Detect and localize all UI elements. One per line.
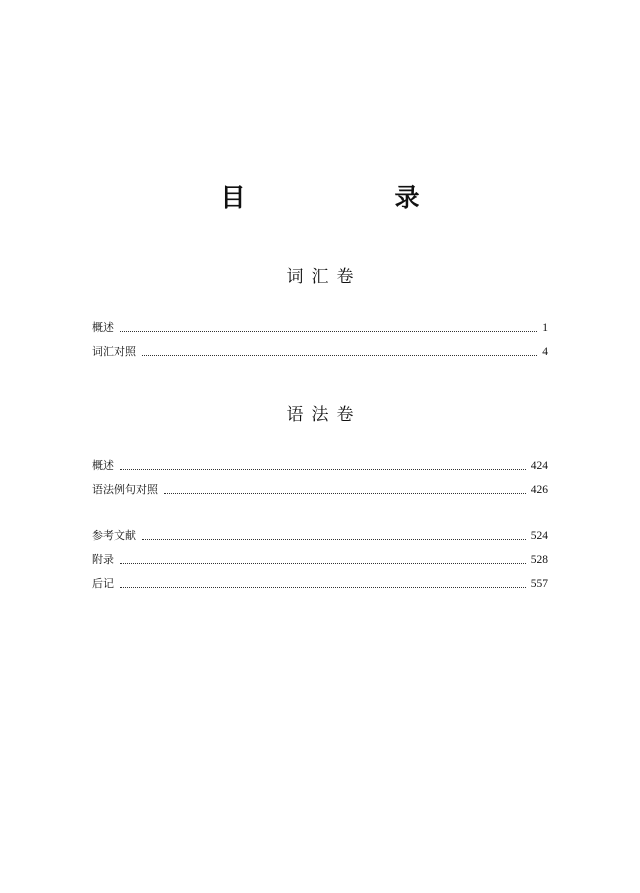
toc-entry-page: 4: [542, 346, 548, 358]
toc-entry[interactable]: [92, 478, 548, 502]
toc-group-vocabulary: [92, 316, 548, 364]
section-heading-grammar: 语法卷: [286, 405, 362, 425]
toc-entry-page: 557: [530, 578, 548, 590]
toc-entry-page: 524: [530, 530, 548, 542]
dot-leader: [120, 563, 526, 564]
toc-group-grammar: [92, 454, 548, 502]
dot-leader: [120, 469, 526, 470]
toc-entry-label: 概述: [92, 459, 114, 472]
toc-entry[interactable]: [92, 548, 548, 572]
toc-entry-label: 附录: [92, 553, 114, 566]
toc-entry-label: 词汇对照: [92, 345, 136, 358]
toc-entry[interactable]: [92, 454, 548, 478]
section-heading-vocabulary: 词汇卷: [286, 267, 362, 287]
toc-entry-page: 424: [530, 460, 548, 472]
toc-entry-label: 参考文献: [92, 529, 136, 542]
toc-entry-label: 后记: [92, 577, 114, 590]
dot-leader: [164, 493, 526, 494]
dot-leader: [142, 539, 526, 540]
toc-group-appendix: [92, 524, 548, 596]
toc-entry-page: 528: [530, 554, 548, 566]
toc-entry-label: 语法例句对照: [92, 483, 158, 496]
page-title: 目 录: [220, 183, 482, 212]
dot-leader: [142, 355, 537, 356]
toc-entry-label: 概述: [92, 321, 114, 334]
toc-entry-page: 426: [530, 484, 548, 496]
toc-entry[interactable]: [92, 316, 548, 340]
toc-entry[interactable]: [92, 572, 548, 596]
dot-leader: [120, 587, 526, 588]
toc-entry[interactable]: [92, 524, 548, 548]
toc-entry[interactable]: [92, 340, 548, 364]
toc-entry-page: 1: [542, 322, 548, 334]
dot-leader: [120, 331, 537, 332]
